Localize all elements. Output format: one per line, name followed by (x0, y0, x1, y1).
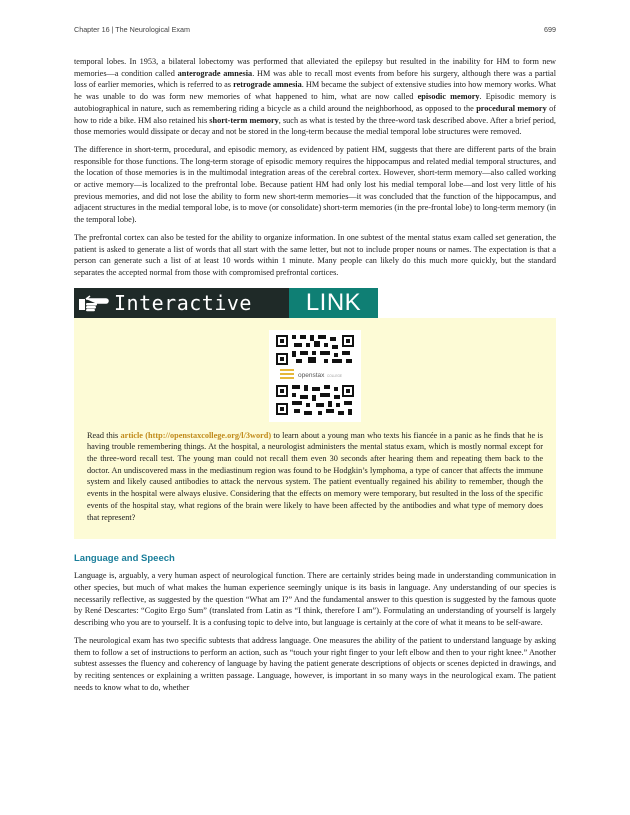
term-episodic-memory: episodic memory (417, 92, 480, 102)
article-link[interactable]: article (http://openstaxcollege.org/l/3word) (120, 430, 272, 440)
qr-brand-text: openstax (298, 371, 325, 379)
interactive-link-text: Read this article (http://openstaxcollege.org/l/3word) to learn about a young man who texts his fiancée in a panic as he finds that he is having trouble remembering things. At the hospital, a neurologist administers the mental status exam, which is mostly normal except for the three-word recall test. The young man could not recall them even 30 seconds after hearing them and repeating them back to the doctor. An undiscovered mass in the mediastinum region was found to be Hodgkin’s lymphoma, a type of cancer that affects the immune system and likely caused antibodies to attack the nervous system. The patient eventually regained his ability to remember, though the events in the hospital were always elusive. Considering that the effects on memory were temporary, but resulted in the loss of the specific events of the hospital stay, what regions of the brain were likely to have been affected by the antibodies and what type of memory does that represent? (87, 430, 544, 522)
pointing-hand-icon (74, 288, 114, 318)
section-heading-language-speech: Language and Speech (74, 553, 175, 565)
running-header (74, 25, 556, 37)
banner-link-text: LINK (289, 288, 378, 318)
page-number: 699 (544, 25, 556, 34)
paragraph-hm-memory: temporal lobes. In 1953, a bilateral lobectomy was performed that alleviated the epilepsy but resulted in the inability for HM to form new memories—a condition called anterograde amnesia. HM was able to recall most events from before his surgery, although there was a partial loss of earlier memories, which is referred to as retrograde amnesia. HM became the subject of extensive studies into how memory works. What he was unable to do was form new memories of what happened to him, what are now called episodic memory. Episodic memory is autobiographical in nature, such as remembering riding a bicycle as a child around the neighborhood, as opposed to the procedural memory of how to ride a bike. HM also retained his short-term memory, such as what is tested by the three-word task described above. After a brief period, those memories would dissipate or decay and not be stored in the long-term because the medial temporal lobe structures were removed. (74, 57, 557, 137)
qr-code[interactable] (269, 330, 361, 422)
page-content (74, 56, 556, 699)
term-anterograde-amnesia: anterograde amnesia (177, 68, 253, 78)
paragraph-prefrontal: The prefrontal cortex can also be tested for the ability to organize information. In one subtest of the mental status exam called set generation, the patient is asked to generate a list of words that all start with the same letter, but not to include proper nouns or names. The expectation is that a person can generate such a list of at least 10 words within 1 minute. Many people can likely do this much more quickly, but the standard separates the accepted normal from those with compromised prefrontal cortices. (74, 232, 556, 277)
qr-brand-suffix: COLLEGE (327, 373, 343, 378)
term-procedural-memory: procedural memory (476, 103, 547, 113)
chapter-title: Chapter 16 | The Neurological Exam (74, 25, 190, 34)
paragraph-language-intro: Language is, arguably, a very human aspect of neurological function. There are certainly strides being made in understanding communication in other species, but much of what makes the human experience seemingly unique is its basis in language. Any understanding of our species is necessarily reflective, as suggested by the question “What am I?” And the fundamental answer to this question is suggested by the famous quote by René Descartes: “Cogito Ergo Sum” (translated from Latin as “I think, therefore I am”). Formulating an understanding of yourself is largely describing who you are to yourself. It is a confusing topic to delve into, but language is certainly at the core of what it means to be self-aware. (74, 571, 556, 628)
paragraph-memory-types: The difference in short-term, procedural, and episodic memory, as evidenced by patient HM, suggests that there are different parts of the brain responsible for those functions. The long-term storage of episodic memory requires the hippocampus and related medial temporal structures, and the location of those memories is in the multimodal integration areas of the cerebral cortex. However, short-term memory—also called working or active memory—is localized to the prefrontal lobe. Because patient HM had only lost his medial temporal lobe—and lost very little of his previous memories, and did not lose the ability to form new short-term memories—it was concluded that the function of the hippocampus, and adjacent structures in the medial temporal lobe, is to move (or consolidate) short-term memories (in the pre-frontal lobe) to long-term memory (in the temporal lobe). (74, 144, 556, 225)
interactive-link-banner (74, 288, 378, 318)
term-short-term-memory: short-term memory (209, 115, 279, 125)
paragraph-language-subtests: The neurological exam has two specific subtests that address language. One measures the ability of the patient to understand language by asking them to follow a set of instructions to perform an action, such as “touch your right finger to your left elbow and then to your right knee.” Another subtest assesses the fluency and coherency of language by having the patient generate descriptions of objects or scenes depicted in drawings, and by reciting sentences or explaining a written passage. Language, however, is important in so many ways in the neurological exam. The patient needs to know what to do, whether (74, 635, 556, 692)
banner-interactive-text: Interactive (114, 290, 252, 315)
interactive-link-box (74, 318, 556, 540)
term-retrograde-amnesia: retrograde amnesia (233, 80, 302, 90)
